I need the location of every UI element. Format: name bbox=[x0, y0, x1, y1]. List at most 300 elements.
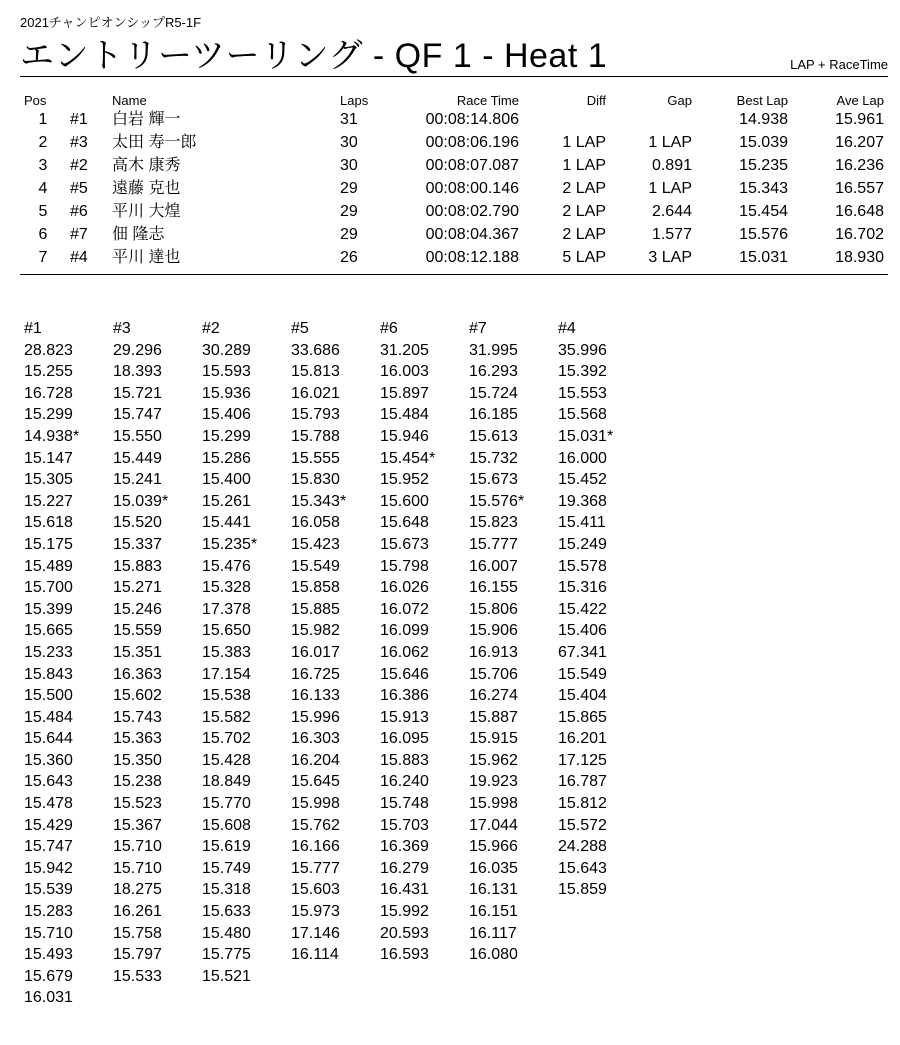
lap-time: 15.367 bbox=[113, 816, 162, 834]
lap-time: 15.743 bbox=[113, 708, 162, 726]
lap-time: 15.559 bbox=[113, 622, 162, 640]
lap-time: 15.500 bbox=[24, 687, 73, 705]
lap-time: 31.205 bbox=[380, 341, 429, 359]
row-driver-name: 佃 隆志 bbox=[112, 226, 165, 243]
lap-time: 16.072 bbox=[380, 600, 429, 618]
lap-time: 16.274 bbox=[469, 687, 518, 705]
row-driver-name: 太田 寿一郎 bbox=[112, 134, 197, 151]
lap-column-car-number: #1 bbox=[24, 320, 42, 337]
lap-time: 15.732 bbox=[469, 449, 518, 467]
lap-time: 15.806 bbox=[469, 600, 518, 618]
lap-time: 16.201 bbox=[558, 730, 607, 748]
lap-time: 15.539 bbox=[24, 881, 73, 899]
lap-time: 15.823 bbox=[469, 514, 518, 532]
lap-time: 16.386 bbox=[380, 687, 429, 705]
lap-time: 16.725 bbox=[291, 665, 340, 683]
lap-time: 15.812 bbox=[558, 795, 607, 813]
lap-time: 16.058 bbox=[291, 514, 340, 532]
table-row bbox=[20, 223, 888, 246]
lap-time: 16.095 bbox=[380, 730, 429, 748]
lap-time: 16.017 bbox=[291, 643, 340, 661]
row-best-lap: 15.343 bbox=[739, 180, 788, 197]
lap-time: 15.748 bbox=[380, 795, 429, 813]
lap-time: 16.204 bbox=[291, 751, 340, 769]
row-best-lap: 15.031 bbox=[739, 249, 788, 266]
col-race-time: Race Time bbox=[456, 92, 519, 108]
lap-time: 15.363 bbox=[113, 730, 162, 748]
lap-time: 15.235* bbox=[202, 535, 258, 553]
lap-time: 16.133 bbox=[291, 687, 340, 705]
lap-time: 15.147 bbox=[24, 449, 73, 467]
lap-column bbox=[469, 318, 558, 1009]
lap-time: 15.619 bbox=[202, 838, 251, 856]
lap-time: 16.080 bbox=[469, 946, 518, 964]
lap-time: 15.452 bbox=[558, 471, 607, 489]
lap-time: 15.710 bbox=[113, 859, 162, 877]
lap-time: 15.549 bbox=[291, 557, 340, 575]
lap-time: 15.650 bbox=[202, 622, 251, 640]
lap-time: 15.865 bbox=[558, 708, 607, 726]
row-driver-name: 平川 大煌 bbox=[112, 203, 181, 220]
row-race-time: 00:08:04.367 bbox=[425, 226, 519, 243]
lap-column-car-number: #5 bbox=[291, 320, 309, 337]
col-gap: Gap bbox=[667, 92, 692, 108]
lap-time: 15.299 bbox=[202, 427, 251, 445]
lap-time: 15.996 bbox=[291, 708, 340, 726]
row-pos: 7 bbox=[38, 249, 48, 266]
lap-time: 15.700 bbox=[24, 579, 73, 597]
lap-time: 15.523 bbox=[113, 795, 162, 813]
lap-column bbox=[291, 318, 380, 1009]
col-best-lap: Best Lap bbox=[736, 92, 788, 108]
lap-time: 16.369 bbox=[380, 838, 429, 856]
col-pos: Pos bbox=[24, 92, 47, 108]
row-driver-name: 白岩 輝一 bbox=[112, 111, 181, 128]
lap-time: 15.493 bbox=[24, 946, 73, 964]
lap-time: 15.286 bbox=[202, 449, 251, 467]
lap-time: 18.393 bbox=[113, 363, 162, 381]
lap-time: 15.897 bbox=[380, 384, 429, 402]
lap-time: 19.923 bbox=[469, 773, 518, 791]
lap-time: 15.305 bbox=[24, 471, 73, 489]
table-row bbox=[20, 200, 888, 223]
row-laps: 30 bbox=[340, 134, 358, 151]
lap-time: 67.341 bbox=[558, 643, 607, 661]
lap-time: 17.154 bbox=[202, 665, 251, 683]
col-name: Name bbox=[112, 92, 147, 108]
lap-time: 15.351 bbox=[113, 643, 162, 661]
row-best-lap: 15.235 bbox=[739, 157, 788, 174]
col-ave-lap: Ave Lap bbox=[836, 92, 884, 108]
lap-time: 18.275 bbox=[113, 881, 162, 899]
lap-time: 15.404 bbox=[558, 687, 607, 705]
lap-time: 15.238 bbox=[113, 773, 162, 791]
lap-time: 15.982 bbox=[291, 622, 340, 640]
lap-time: 16.151 bbox=[469, 903, 518, 921]
lap-time: 15.328 bbox=[202, 579, 251, 597]
lap-time: 15.478 bbox=[24, 795, 73, 813]
lap-time: 15.915 bbox=[469, 730, 518, 748]
lap-time: 15.946 bbox=[380, 427, 429, 445]
lap-time: 15.721 bbox=[113, 384, 162, 402]
lap-time: 15.360 bbox=[24, 751, 73, 769]
lap-time: 15.489 bbox=[24, 557, 73, 575]
lap-time: 14.938* bbox=[24, 427, 80, 445]
lap-time: 15.973 bbox=[291, 903, 340, 921]
lap-time: 15.484 bbox=[24, 708, 73, 726]
row-race-time: 00:08:07.087 bbox=[425, 157, 519, 174]
lap-column-car-number: #2 bbox=[202, 320, 220, 337]
row-laps: 26 bbox=[340, 249, 358, 266]
lap-time: 15.747 bbox=[113, 406, 162, 424]
lap-time: 15.962 bbox=[469, 751, 518, 769]
table-row bbox=[20, 177, 888, 200]
lap-time: 15.550 bbox=[113, 427, 162, 445]
lap-time: 15.602 bbox=[113, 687, 162, 705]
lap-time: 15.572 bbox=[558, 816, 607, 834]
lap-time: 15.520 bbox=[113, 514, 162, 532]
row-gap: 2.644 bbox=[651, 203, 692, 220]
lap-column bbox=[558, 318, 647, 1009]
lap-time: 15.429 bbox=[24, 816, 73, 834]
lap-time: 17.125 bbox=[558, 751, 607, 769]
row-laps: 29 bbox=[340, 203, 358, 220]
lap-time: 15.600 bbox=[380, 492, 429, 510]
row-laps: 29 bbox=[340, 226, 358, 243]
row-pos: 2 bbox=[38, 134, 48, 151]
lap-time: 15.593 bbox=[202, 363, 251, 381]
row-pos: 4 bbox=[38, 180, 48, 197]
row-gap: 1 LAP bbox=[648, 134, 692, 151]
lap-time: 15.749 bbox=[202, 859, 251, 877]
lap-time: 16.003 bbox=[380, 363, 429, 381]
lap-time: 15.480 bbox=[202, 924, 251, 942]
row-best-lap: 15.576 bbox=[739, 226, 788, 243]
lap-time: 15.830 bbox=[291, 471, 340, 489]
lap-time: 15.633 bbox=[202, 903, 251, 921]
lap-time: 15.673 bbox=[469, 471, 518, 489]
row-best-lap: 15.039 bbox=[739, 134, 788, 151]
row-best-lap: 14.938 bbox=[739, 111, 788, 128]
lap-time: 15.406 bbox=[202, 406, 251, 424]
row-ave-lap: 15.961 bbox=[835, 111, 884, 128]
lap-time: 16.728 bbox=[24, 384, 73, 402]
lap-time: 15.411 bbox=[558, 514, 606, 532]
lap-time: 16.035 bbox=[469, 859, 518, 877]
lap-time: 15.710 bbox=[24, 924, 73, 942]
lap-time: 15.441 bbox=[202, 514, 251, 532]
lap-time: 15.952 bbox=[380, 471, 429, 489]
row-car-number: #7 bbox=[70, 226, 88, 243]
row-car-number: #6 bbox=[70, 203, 88, 220]
lap-time: 15.406 bbox=[558, 622, 607, 640]
lap-time: 15.283 bbox=[24, 903, 73, 921]
row-car-number: #1 bbox=[70, 111, 88, 128]
lap-time: 15.998 bbox=[291, 795, 340, 813]
lap-time: 18.849 bbox=[202, 773, 251, 791]
lap-time: 15.399 bbox=[24, 600, 73, 618]
lap-time: 15.521 bbox=[202, 967, 251, 985]
lap-time: 15.454* bbox=[380, 449, 436, 467]
col-laps: Laps bbox=[340, 92, 369, 108]
page-title: エントリーツーリング - QF 1 - Heat 1 bbox=[20, 37, 608, 75]
lap-time: 20.593 bbox=[380, 924, 429, 942]
lap-time: 15.449 bbox=[113, 449, 162, 467]
row-car-number: #2 bbox=[70, 157, 88, 174]
lap-time: 15.992 bbox=[380, 903, 429, 921]
lap-time: 15.039* bbox=[113, 492, 169, 510]
row-race-time: 00:08:14.806 bbox=[425, 111, 519, 128]
row-race-time: 00:08:06.196 bbox=[425, 134, 519, 151]
lap-time: 33.686 bbox=[291, 341, 340, 359]
row-ave-lap: 16.648 bbox=[835, 203, 884, 220]
lap-time: 16.166 bbox=[291, 838, 340, 856]
row-diff: 1 LAP bbox=[562, 157, 606, 174]
lap-time: 16.279 bbox=[380, 859, 429, 877]
lap-time: 15.644 bbox=[24, 730, 73, 748]
lap-time: 15.582 bbox=[202, 708, 251, 726]
lap-time: 15.249 bbox=[558, 535, 607, 553]
row-diff: 2 LAP bbox=[562, 203, 606, 220]
row-ave-lap: 18.930 bbox=[835, 249, 884, 266]
lap-time: 15.703 bbox=[380, 816, 429, 834]
lap-column-car-number: #6 bbox=[380, 320, 398, 337]
table-row bbox=[20, 246, 888, 269]
lap-time: 15.648 bbox=[380, 514, 429, 532]
lap-time: 15.942 bbox=[24, 859, 73, 877]
lap-time: 15.255 bbox=[24, 363, 73, 381]
lap-time: 15.798 bbox=[380, 557, 429, 575]
row-ave-lap: 16.702 bbox=[835, 226, 884, 243]
lap-time: 16.155 bbox=[469, 579, 518, 597]
lap-time: 15.724 bbox=[469, 384, 518, 402]
lap-time: 16.000 bbox=[558, 449, 607, 467]
lap-time: 15.645 bbox=[291, 773, 340, 791]
row-pos: 5 bbox=[38, 203, 48, 220]
row-race-time: 00:08:12.188 bbox=[425, 249, 519, 266]
row-ave-lap: 16.207 bbox=[835, 134, 884, 151]
lap-time: 16.787 bbox=[558, 773, 607, 791]
row-diff: 2 LAP bbox=[562, 180, 606, 197]
lap-time: 15.883 bbox=[380, 751, 429, 769]
row-diff bbox=[523, 108, 610, 131]
lap-times-grid bbox=[24, 318, 647, 1009]
row-gap: 1.577 bbox=[651, 226, 692, 243]
lap-time: 15.271 bbox=[113, 579, 162, 597]
lap-time: 15.400 bbox=[202, 471, 251, 489]
lap-time: 15.383 bbox=[202, 643, 251, 661]
row-gap: 0.891 bbox=[651, 157, 692, 174]
lap-time: 24.288 bbox=[558, 838, 607, 856]
row-best-lap: 15.454 bbox=[739, 203, 788, 220]
lap-column-car-number: #4 bbox=[558, 320, 576, 337]
row-gap: 3 LAP bbox=[648, 249, 692, 266]
row-driver-name: 遠藤 克也 bbox=[112, 180, 181, 197]
header-divider bbox=[20, 76, 888, 77]
lap-time: 15.646 bbox=[380, 665, 429, 683]
lap-time: 15.843 bbox=[24, 665, 73, 683]
lap-time: 15.031* bbox=[558, 427, 614, 445]
row-pos: 1 bbox=[38, 111, 48, 128]
lap-time: 15.246 bbox=[113, 600, 162, 618]
lap-time: 15.423 bbox=[291, 535, 340, 553]
lap-time: 15.428 bbox=[202, 751, 251, 769]
lap-time: 16.021 bbox=[291, 384, 340, 402]
lap-column bbox=[380, 318, 469, 1009]
row-gap bbox=[610, 108, 696, 131]
lap-time: 15.392 bbox=[558, 363, 607, 381]
report-mode-label: LAP + RaceTime bbox=[790, 57, 888, 72]
row-driver-name: 高木 康秀 bbox=[112, 157, 181, 174]
lap-time: 16.240 bbox=[380, 773, 429, 791]
lap-time: 15.777 bbox=[291, 859, 340, 877]
lap-time: 15.679 bbox=[24, 967, 73, 985]
lap-time: 17.044 bbox=[469, 816, 518, 834]
results-divider bbox=[20, 274, 888, 275]
lap-time: 15.758 bbox=[113, 924, 162, 942]
lap-time: 16.261 bbox=[113, 903, 162, 921]
row-race-time: 00:08:00.146 bbox=[425, 180, 519, 197]
lap-time: 16.031 bbox=[24, 989, 73, 1007]
lap-time: 15.555 bbox=[291, 449, 340, 467]
lap-time: 15.578 bbox=[558, 557, 607, 575]
lap-time: 15.887 bbox=[469, 708, 518, 726]
lap-time: 15.710 bbox=[113, 838, 162, 856]
lap-time: 19.368 bbox=[558, 492, 607, 510]
lap-time: 15.422 bbox=[558, 600, 607, 618]
lap-time: 15.706 bbox=[469, 665, 518, 683]
lap-time: 30.289 bbox=[202, 341, 251, 359]
lap-time: 15.576* bbox=[469, 492, 525, 510]
lap-time: 15.793 bbox=[291, 406, 340, 424]
row-gap: 1 LAP bbox=[648, 180, 692, 197]
lap-time: 35.996 bbox=[558, 341, 607, 359]
lap-time: 15.603 bbox=[291, 881, 340, 899]
lap-time: 15.770 bbox=[202, 795, 251, 813]
lap-column-car-number: #7 bbox=[469, 320, 487, 337]
lap-time: 16.593 bbox=[380, 946, 429, 964]
row-laps: 30 bbox=[340, 157, 358, 174]
lap-time: 15.227 bbox=[24, 492, 73, 510]
lap-time: 15.998 bbox=[469, 795, 518, 813]
row-pos: 6 bbox=[38, 226, 48, 243]
lap-time: 17.378 bbox=[202, 600, 251, 618]
lap-time: 15.797 bbox=[113, 946, 162, 964]
lap-time: 15.549 bbox=[558, 665, 607, 683]
lap-time: 15.883 bbox=[113, 557, 162, 575]
lap-time: 15.747 bbox=[24, 838, 73, 856]
lap-time: 15.858 bbox=[291, 579, 340, 597]
row-ave-lap: 16.557 bbox=[835, 180, 884, 197]
lap-time: 15.936 bbox=[202, 384, 251, 402]
lap-time: 16.117 bbox=[469, 924, 517, 942]
lap-time: 16.303 bbox=[291, 730, 340, 748]
lap-time: 15.665 bbox=[24, 622, 73, 640]
lap-time: 15.608 bbox=[202, 816, 251, 834]
results-body bbox=[20, 108, 888, 269]
lap-time: 15.906 bbox=[469, 622, 518, 640]
lap-time: 15.643 bbox=[558, 859, 607, 877]
lap-time: 15.775 bbox=[202, 946, 251, 964]
row-ave-lap: 16.236 bbox=[835, 157, 884, 174]
lap-time: 15.337 bbox=[113, 535, 162, 553]
lap-time: 15.318 bbox=[202, 881, 251, 899]
lap-time: 16.062 bbox=[380, 643, 429, 661]
lap-time: 15.913 bbox=[380, 708, 429, 726]
lap-time: 16.131 bbox=[469, 881, 518, 899]
lap-time: 16.099 bbox=[380, 622, 429, 640]
lap-time: 15.788 bbox=[291, 427, 340, 445]
lap-time: 15.568 bbox=[558, 406, 607, 424]
lap-time: 15.813 bbox=[291, 363, 340, 381]
row-diff: 5 LAP bbox=[562, 249, 606, 266]
row-race-time: 00:08:02.790 bbox=[425, 203, 519, 220]
lap-time: 31.995 bbox=[469, 341, 518, 359]
row-driver-name: 平川 達也 bbox=[112, 249, 181, 266]
lap-column bbox=[202, 318, 291, 1009]
col-diff: Diff bbox=[586, 92, 606, 108]
lap-time: 17.146 bbox=[291, 924, 340, 942]
lap-time: 15.777 bbox=[469, 535, 518, 553]
lap-time: 16.293 bbox=[469, 363, 518, 381]
lap-time: 15.316 bbox=[558, 579, 607, 597]
lap-time: 15.762 bbox=[291, 816, 340, 834]
lap-time: 15.175 bbox=[24, 535, 73, 553]
lap-time: 15.613 bbox=[469, 427, 518, 445]
lap-time: 15.643 bbox=[24, 773, 73, 791]
lap-time: 16.363 bbox=[113, 665, 162, 683]
lap-time: 15.350 bbox=[113, 751, 162, 769]
row-car-number: #4 bbox=[70, 249, 88, 266]
lap-time: 15.476 bbox=[202, 557, 251, 575]
lap-time: 16.913 bbox=[469, 643, 518, 661]
results-table bbox=[20, 92, 888, 269]
lap-column bbox=[24, 318, 113, 1009]
row-diff: 1 LAP bbox=[562, 134, 606, 151]
row-car-number: #3 bbox=[70, 134, 88, 151]
row-laps: 29 bbox=[340, 180, 358, 197]
row-pos: 3 bbox=[38, 157, 48, 174]
row-laps: 31 bbox=[340, 111, 358, 128]
lap-time: 15.484 bbox=[380, 406, 429, 424]
col-num bbox=[66, 92, 108, 108]
lap-time: 15.343* bbox=[291, 492, 347, 510]
lap-time: 15.859 bbox=[558, 881, 607, 899]
row-diff: 2 LAP bbox=[562, 226, 606, 243]
lap-time: 15.241 bbox=[113, 471, 162, 489]
lap-time: 15.299 bbox=[24, 406, 73, 424]
table-row bbox=[20, 154, 888, 177]
lap-time: 15.538 bbox=[202, 687, 251, 705]
lap-time: 28.823 bbox=[24, 341, 73, 359]
lap-time: 16.431 bbox=[380, 881, 429, 899]
lap-column bbox=[113, 318, 202, 1009]
lap-time: 15.261 bbox=[202, 492, 251, 510]
lap-time: 15.885 bbox=[291, 600, 340, 618]
results-header-row bbox=[20, 92, 888, 108]
lap-time: 16.185 bbox=[469, 406, 518, 424]
lap-time: 29.296 bbox=[113, 341, 162, 359]
lap-time: 15.553 bbox=[558, 384, 607, 402]
lap-time: 16.114 bbox=[291, 946, 339, 964]
table-row bbox=[20, 108, 888, 131]
lap-time: 16.007 bbox=[469, 557, 518, 575]
lap-time: 16.026 bbox=[380, 579, 429, 597]
row-car-number: #5 bbox=[70, 180, 88, 197]
lap-time: 15.233 bbox=[24, 643, 73, 661]
lap-time: 15.618 bbox=[24, 514, 73, 532]
event-subtitle: 2021チャンピオンシップR5-1F bbox=[20, 15, 202, 30]
